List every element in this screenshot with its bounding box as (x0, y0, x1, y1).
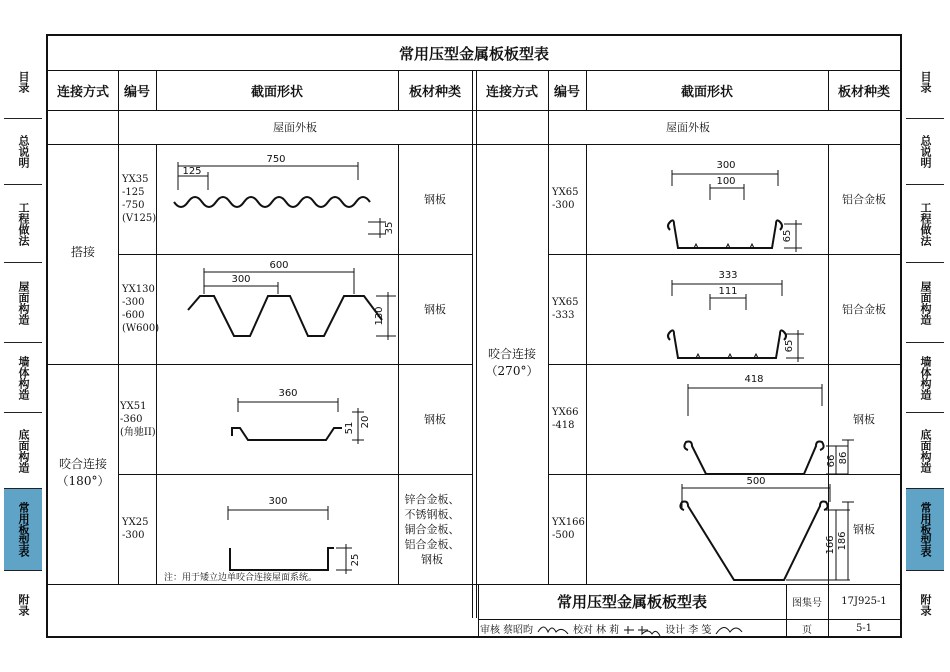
section-label-left: 屋面外板 (273, 121, 317, 134)
material-yx65-333: 铝合金板 (842, 303, 886, 316)
header-connection-r: 连接方式 (485, 84, 538, 100)
profile-yx130 (156, 254, 398, 364)
code-yx166: YX166 -500 (552, 517, 585, 541)
signature-row: 审核 蔡昭昀 校对 林 莉 设计 李 笺 (478, 619, 786, 638)
conn-lap: 搭接 (70, 245, 95, 259)
svg-text:111: 111 (718, 286, 738, 297)
header-section-r: 截面形状 (680, 84, 733, 100)
section-label-right: 屋面外板 (666, 121, 710, 134)
material-yx130: 钢板 (424, 303, 446, 316)
svg-text:130: 130 (374, 306, 385, 326)
svg-text:100: 100 (716, 176, 736, 187)
svg-text:300: 300 (716, 160, 736, 171)
tab-construction-r[interactable]: 工程做法 (906, 184, 944, 262)
svg-text:66: 66 (826, 454, 837, 468)
tab-appendix[interactable]: 附录 (4, 570, 42, 638)
code-yx65-333: YX65 -333 (552, 297, 579, 321)
code-yx66: YX66 -418 (552, 407, 579, 431)
code-yx51: YX51 -360 (角驰II) (120, 400, 156, 438)
profile-yx25 (156, 474, 398, 584)
tab-general-notes-r[interactable]: 总说明 (906, 118, 944, 184)
svg-text:333: 333 (718, 270, 738, 281)
checker-signature (622, 622, 662, 636)
page-title: 常用压型金属板板型表 (398, 44, 549, 63)
conn-bite-180: 咬合连接 （180°） (56, 457, 110, 488)
header-section: 截面形状 (250, 84, 303, 100)
header-connection: 连接方式 (56, 84, 109, 100)
svg-text:25: 25 (350, 553, 361, 567)
header-material-r: 板材种类 (837, 84, 890, 100)
profile-yx166 (586, 474, 848, 584)
right-side-tabs (906, 34, 944, 638)
code-yx65-300: YX65 -300 (552, 187, 579, 211)
profile-yx66 (586, 364, 849, 474)
material-yx66: 钢板 (853, 413, 875, 426)
designer-signature (714, 622, 744, 636)
material-yx51: 钢板 (424, 413, 446, 426)
tab-contents[interactable]: 目录 (17, 71, 30, 93)
code-yx35: YX35 -125 -750 (V125) (122, 174, 157, 224)
reviewer-signature (536, 622, 570, 636)
svg-text:20: 20 (360, 415, 371, 429)
tab-wall-r[interactable]: 墙体构造 (906, 342, 944, 412)
header-code-r: 编号 (553, 84, 580, 100)
profile-yx65-300 (586, 144, 828, 254)
drawing-frame (46, 34, 902, 638)
conn-bite-270: 咬合连接 （270°） (485, 347, 539, 378)
title-block-title: 常用压型金属板板型表 (556, 593, 707, 611)
tab-floor[interactable]: 底面构造 (4, 412, 42, 488)
tab-common-profiles-r[interactable]: 常用板型表 (906, 488, 944, 570)
page-label: 页 (802, 625, 812, 636)
svg-text:86: 86 (838, 451, 849, 465)
svg-text:418: 418 (744, 374, 764, 385)
svg-text:51: 51 (344, 421, 355, 435)
svg-text:500: 500 (746, 476, 766, 487)
material-yx25: 锌合金板、不锈钢板、铜合金板、铝合金板、钢板 (404, 492, 460, 566)
material-yx166: 钢板 (853, 523, 875, 536)
svg-text:35: 35 (384, 221, 395, 235)
profile-yx35 (156, 144, 398, 254)
svg-text:300: 300 (268, 496, 288, 507)
tab-appendix-r[interactable]: 附录 (906, 570, 944, 638)
material-yx65-300: 铝合金板 (842, 193, 886, 206)
tab-wall[interactable]: 墙体构造 (4, 342, 42, 412)
svg-text:65: 65 (784, 339, 795, 353)
atlas-number: 17J925-1 (841, 596, 887, 607)
svg-text:600: 600 (269, 260, 289, 271)
code-yx130: YX130 -300 -600 (W600) (122, 284, 160, 334)
svg-text:65: 65 (782, 229, 793, 243)
svg-text:166: 166 (825, 535, 836, 555)
material-yx35: 钢板 (424, 193, 446, 206)
note-text: 注：用于矮立边单咬合连接屋面系统。 (164, 573, 318, 583)
tab-floor-r[interactable]: 底面构造 (906, 412, 944, 488)
svg-text:125: 125 (182, 166, 202, 177)
tab-contents-r[interactable]: 目录 (919, 71, 932, 93)
header-code: 编号 (123, 84, 150, 100)
profile-yx65-333 (586, 254, 828, 364)
tab-general-notes[interactable]: 总说明 (4, 118, 42, 184)
tab-roof-r[interactable]: 屋面构造 (906, 262, 944, 342)
profile-yx51 (156, 364, 398, 474)
tab-common-profiles[interactable]: 常用板型表 (4, 488, 42, 570)
code-yx25: YX25 -300 (122, 517, 149, 541)
svg-text:300: 300 (231, 274, 251, 285)
svg-text:186: 186 (837, 531, 848, 551)
tab-construction[interactable]: 工程做法 (4, 184, 42, 262)
left-side-tabs (4, 34, 42, 638)
header-material: 板材种类 (408, 84, 461, 100)
svg-text:750: 750 (266, 154, 286, 165)
page-number: 5-1 (855, 623, 873, 634)
svg-text:360: 360 (278, 388, 298, 399)
tab-roof[interactable]: 屋面构造 (4, 262, 42, 342)
atlas-label: 图集号 (792, 598, 822, 609)
